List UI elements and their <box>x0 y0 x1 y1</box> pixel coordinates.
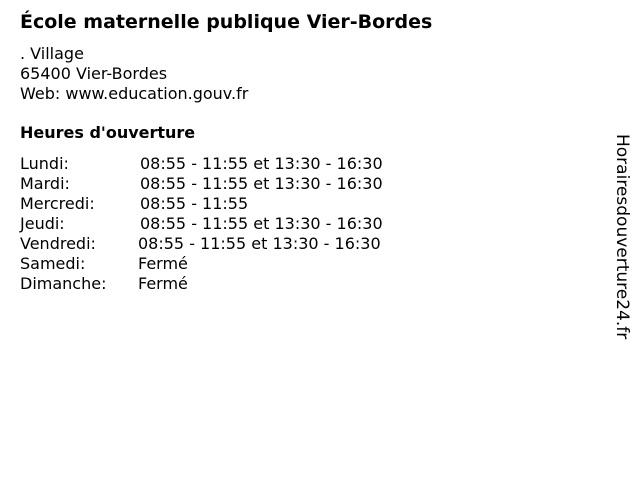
address-street: . Village <box>20 44 84 63</box>
school-name: École maternelle publique Vier-Bordes <box>20 11 433 33</box>
time-value: 08:55 - 11:55 et 13:30 - 16:30 <box>140 154 383 173</box>
day-label: Vendredi: <box>20 234 96 253</box>
day-label: Samedi: <box>20 254 86 273</box>
website-link[interactable]: Web: www.education.gouv.fr <box>20 84 249 103</box>
day-label: Mercredi: <box>20 194 95 213</box>
day-label: Jeudi: <box>20 214 65 233</box>
day-label: Dimanche: <box>20 274 107 293</box>
address-block <box>20 44 248 104</box>
time-value: 08:55 - 11:55 <box>140 194 249 213</box>
day-label: Mardi: <box>20 174 70 193</box>
time-value: 08:55 - 11:55 et 13:30 - 16:30 <box>140 174 383 193</box>
time-value: Fermé <box>138 254 188 273</box>
time-value: 08:55 - 11:55 et 13:30 - 16:30 <box>140 214 383 233</box>
watermark-site-name: Horairesdouverture24.fr <box>612 134 632 340</box>
time-value: 08:55 - 11:55 et 13:30 - 16:30 <box>138 234 381 253</box>
address-city: 65400 Vier-Bordes <box>20 64 168 83</box>
hours-heading: Heures d'ouverture <box>20 123 196 142</box>
day-label: Lundi: <box>20 154 69 173</box>
time-value: Fermé <box>138 274 188 293</box>
